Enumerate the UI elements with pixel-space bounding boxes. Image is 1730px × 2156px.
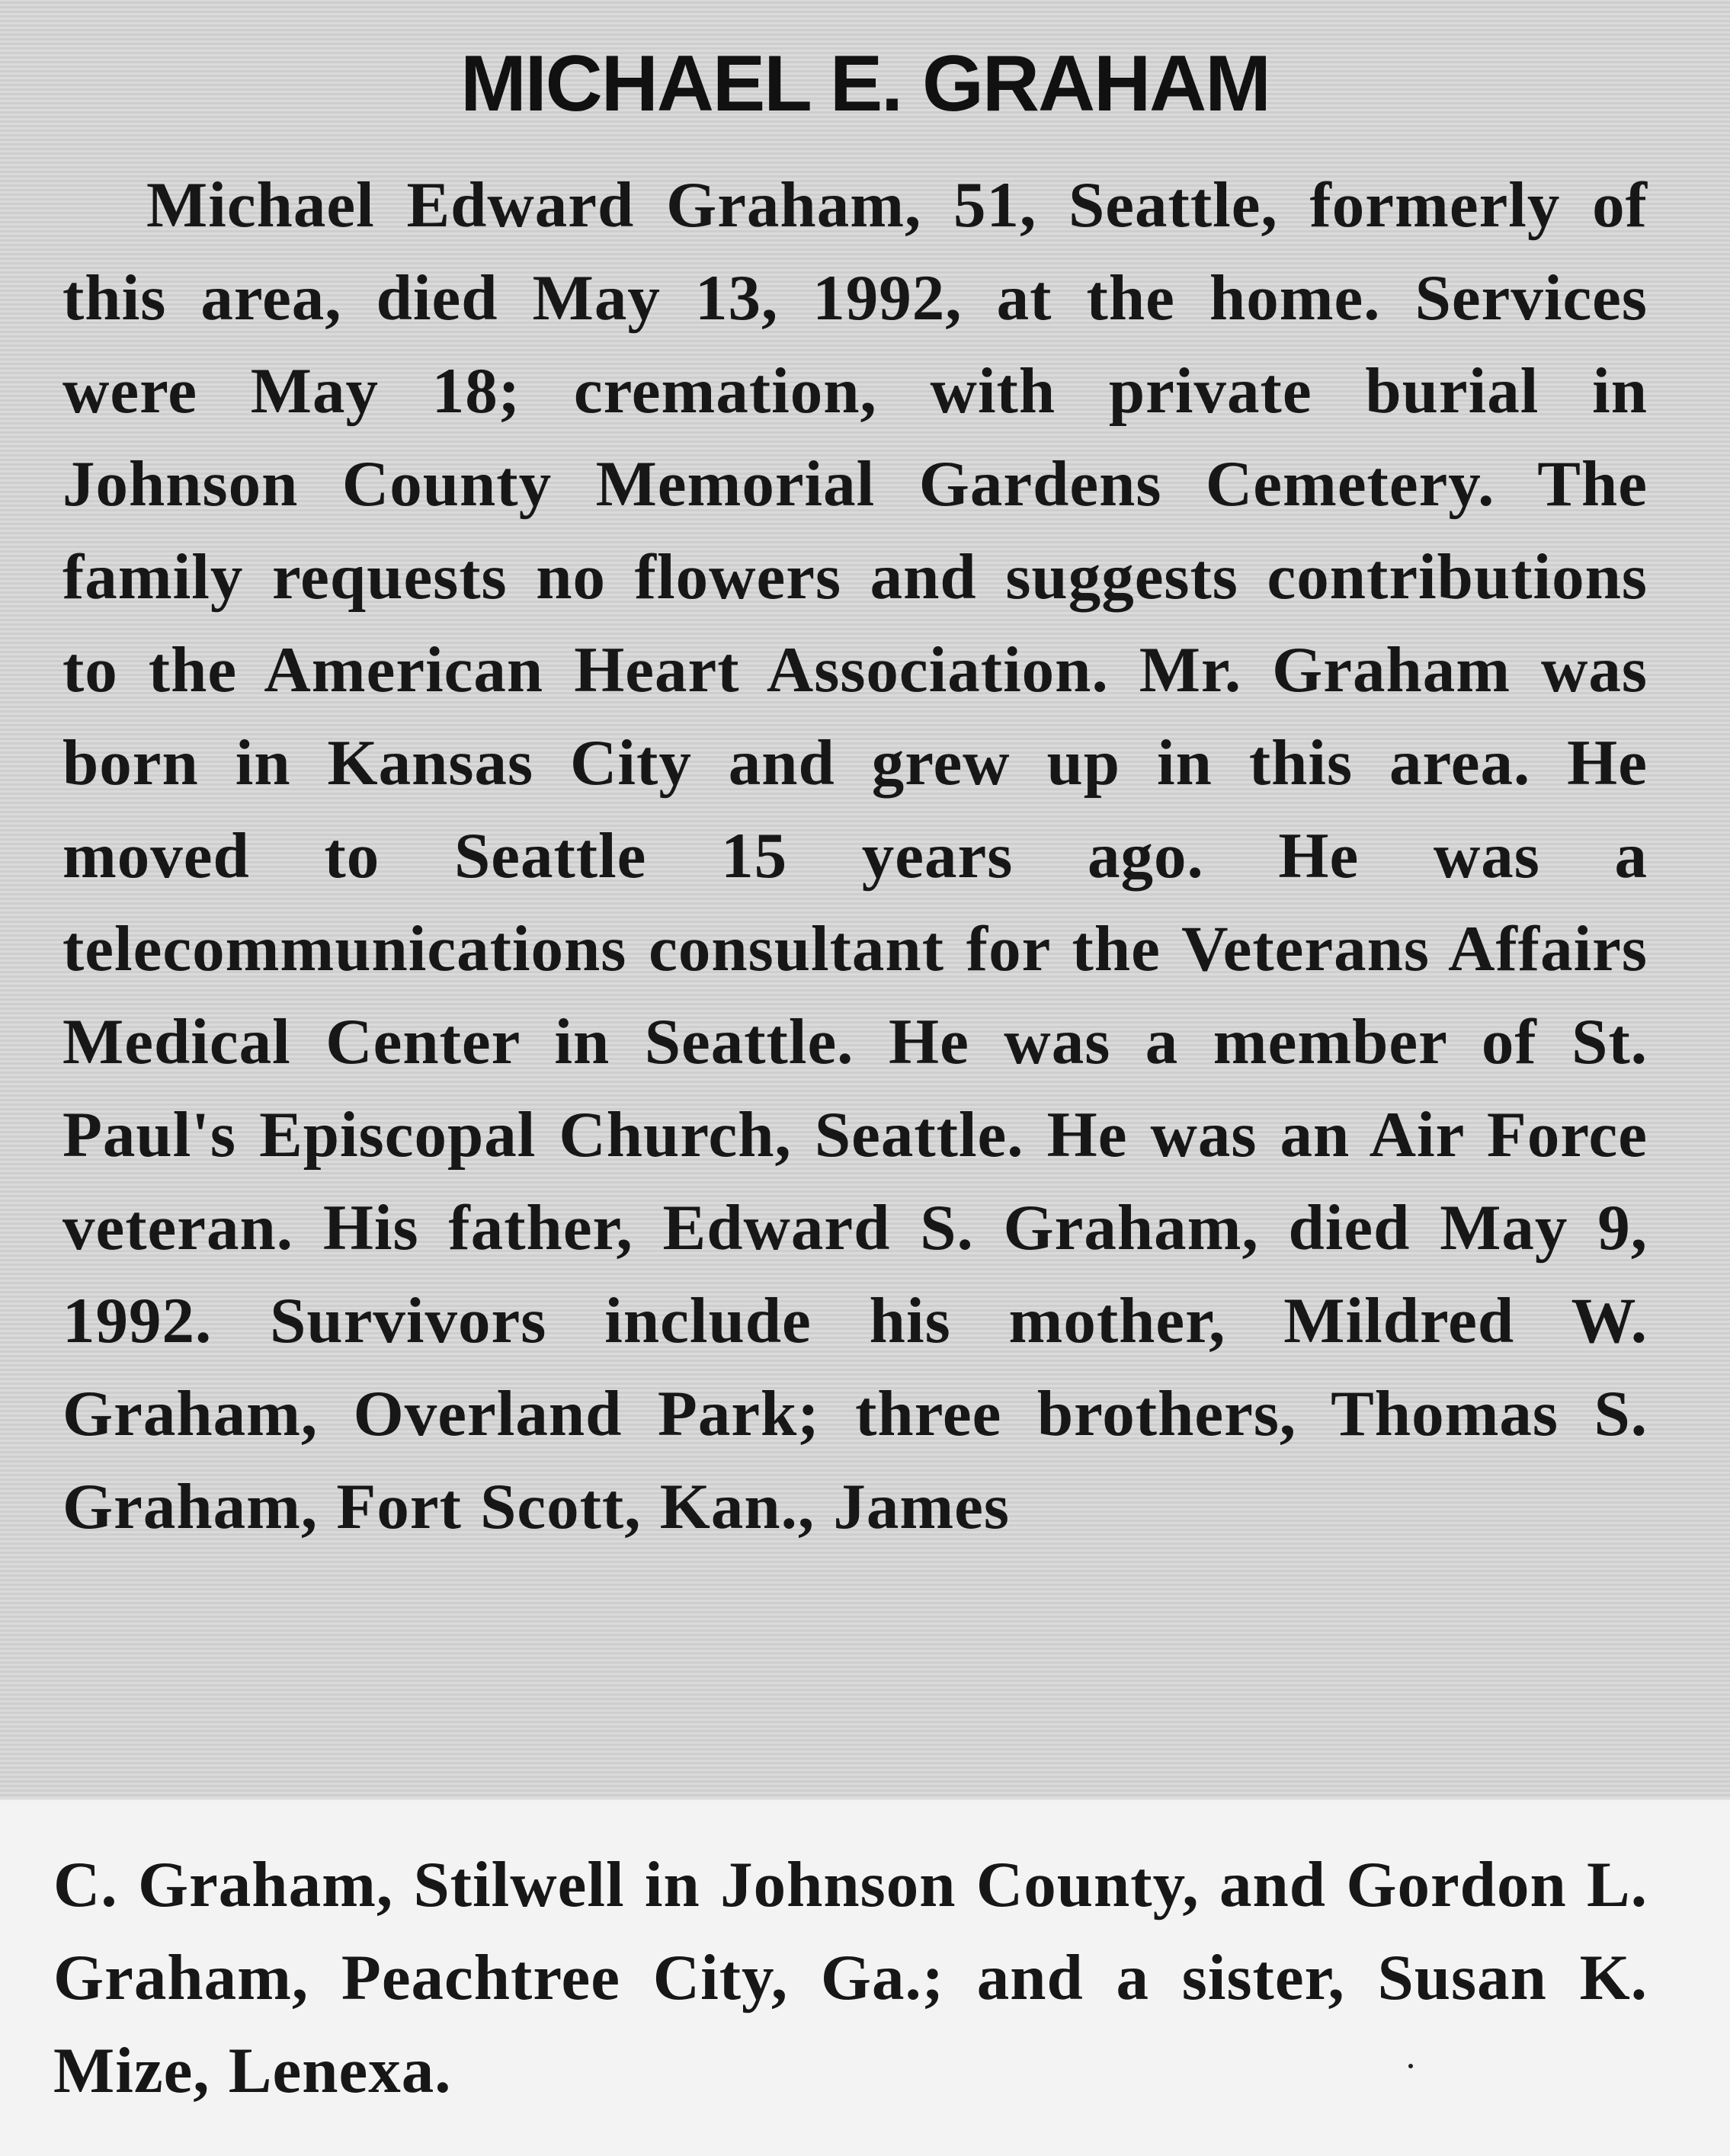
print-speck [1408, 2064, 1413, 2068]
obituary-body-top: Michael Edward Graham, 51, Seattle, formerly of this area, died May 13, 1992, at the home. Services were May 18; cremation, with private burial in Johnson County Memorial Gardens Cemetery. The family requests no flowers and suggests contributions to the American Heart Association. Mr. Graham was born in Kansas City and grew up in this area. He moved to Seattle 15 years ago. He was a telecommunications consultant for the Veterans Affairs Medical Center in Seattle. He was a member of St. Paul's Episcopal Church, Seattle. He was an Air Force veteran. His father, Edward S. Graham, died May 9, 1992. Survivors include his mother, Mildred W. Graham, Overland Park; three brothers, Thomas S. Graham, Fort Scott, Kan., James [62, 169, 1648, 1543]
obituary-headline: MICHAEL E. GRAHAM [460, 40, 1270, 128]
clipping-bottom-panel [0, 1799, 1730, 2156]
obituary-body-bottom: C. Graham, Stilwell in Johnson County, and Gordon L. Graham, Peachtree City, Ga.; and a sister, Susan K. Mize, Lenexa. [53, 1849, 1648, 2106]
